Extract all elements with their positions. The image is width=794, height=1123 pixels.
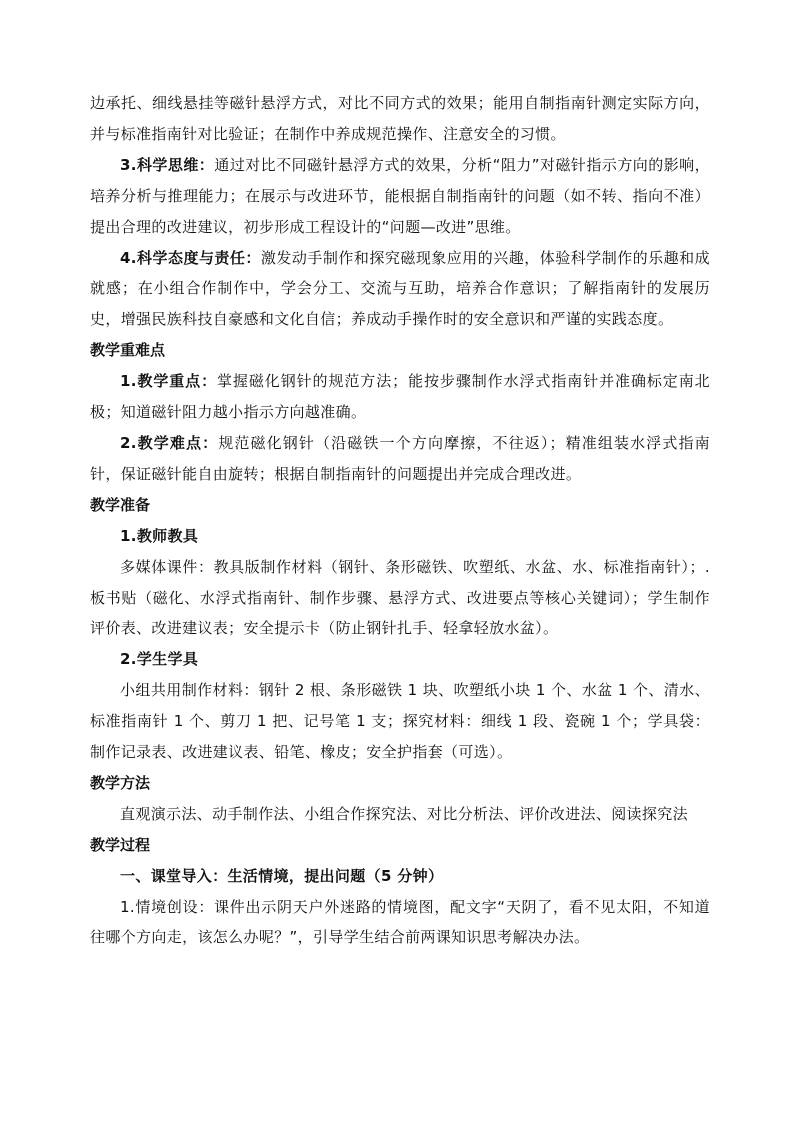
heading-preparation: 教学准备	[90, 495, 151, 514]
key1-label: 1.教学重点：	[120, 372, 218, 391]
paragraph-goal4	[90, 243, 710, 336]
goal4-text: 激发动手制作和探究磁现象应用的兴趣，体验科学制作的乐趣和成就感；在小组合作制作中，学会分工、交流与互助，培养合作意识；了解指南针的发展历史，增强民族科技自豪感和文化自信；养成动手操作时的安全意识和严谨的实践态度。	[90, 248, 710, 329]
heading-process: 教学过程	[90, 835, 151, 854]
key1-text: 掌握磁化钢针的规范方法；能按步骤制作水浮式指南针并准确标定南北极；知道磁针阻力越小指示方向越准确。	[90, 372, 710, 422]
paragraph-prep1: 多媒体课件：教具版制作材料（钢针、条形磁铁、吹塑纸、水盆、水、标准指南针）；.板书贴（磁化、水浮式指南针、制作步骤、悬浮方式、改进要点等核心关键词）；学生制作评价表、改进建议表；安全提示卡（防止钢针扎手、轻拿轻放水盆）。	[90, 557, 710, 638]
goal3-text: 通过对比不同磁针悬浮方式的效果，分析“阻力”对磁针指示方向的影响，培养分析与推理能力；在展示与改进环节，能根据自制指南针的问题（如不转、指向不准）提出合理的改进建议，初步形成工程设计的“问题—改进”思维。	[90, 155, 710, 236]
goal3-label: 3.科学思维：	[120, 155, 215, 174]
prep2-label: 2.学生学具	[120, 650, 199, 669]
paragraph-key2	[90, 428, 710, 490]
heading-key-points: 教学重难点	[90, 341, 166, 360]
paragraph-method: 直观演示法、动手制作法、小组合作探究法、对比分析法、评价改进法、阅读探究法	[120, 804, 688, 823]
process-subheading-1: 一、课堂导入：生活情境，提出问题（5 分钟）	[120, 866, 444, 885]
heading-method: 教学方法	[90, 773, 151, 792]
paragraph-prep2: 小组共用制作材料：钢针 2 根、条形磁铁 1 块、吹塑纸小块 1 个、水盆 1 个、清水、标准指南针 1 个、剪刀 1 把、记号笔 1 支；探究材料：细线 1 段、瓷碗 1 个；学具袋：制作记录表、改进建议表、铅笔、橡皮；安全护指套（可选）。	[90, 681, 710, 762]
key2-text: 规范磁化钢针（沿磁铁一个方向摩擦，不往返）；精准组装水浮式指南针，保证磁针能自由旋转；根据自制指南针的问题提出并完成合理改进。	[90, 433, 710, 483]
paragraph-process-1: 1.情境创设：课件出示阴天户外迷路的情境图，配文字“天阴了，看不见太阳，不知道往哪个方向走，该怎么办呢？”，引导学生结合前两课知识思考解决办法。	[90, 897, 710, 947]
key2-label: 2.教学难点：	[120, 433, 219, 452]
paragraph-goal3	[90, 150, 710, 243]
paragraph-goal2-continued: 边承托、细线悬挂等磁针悬浮方式，对比不同方式的效果；能用自制指南针测定实际方向，并与标准指南针对比验证；在制作中养成规范操作、注意安全的习惯。	[90, 94, 710, 143]
paragraph-key1	[90, 366, 710, 428]
prep1-label: 1.教师教具	[120, 526, 199, 545]
document-body	[90, 88, 710, 953]
goal4-label: 4.科学态度与责任：	[120, 248, 261, 267]
